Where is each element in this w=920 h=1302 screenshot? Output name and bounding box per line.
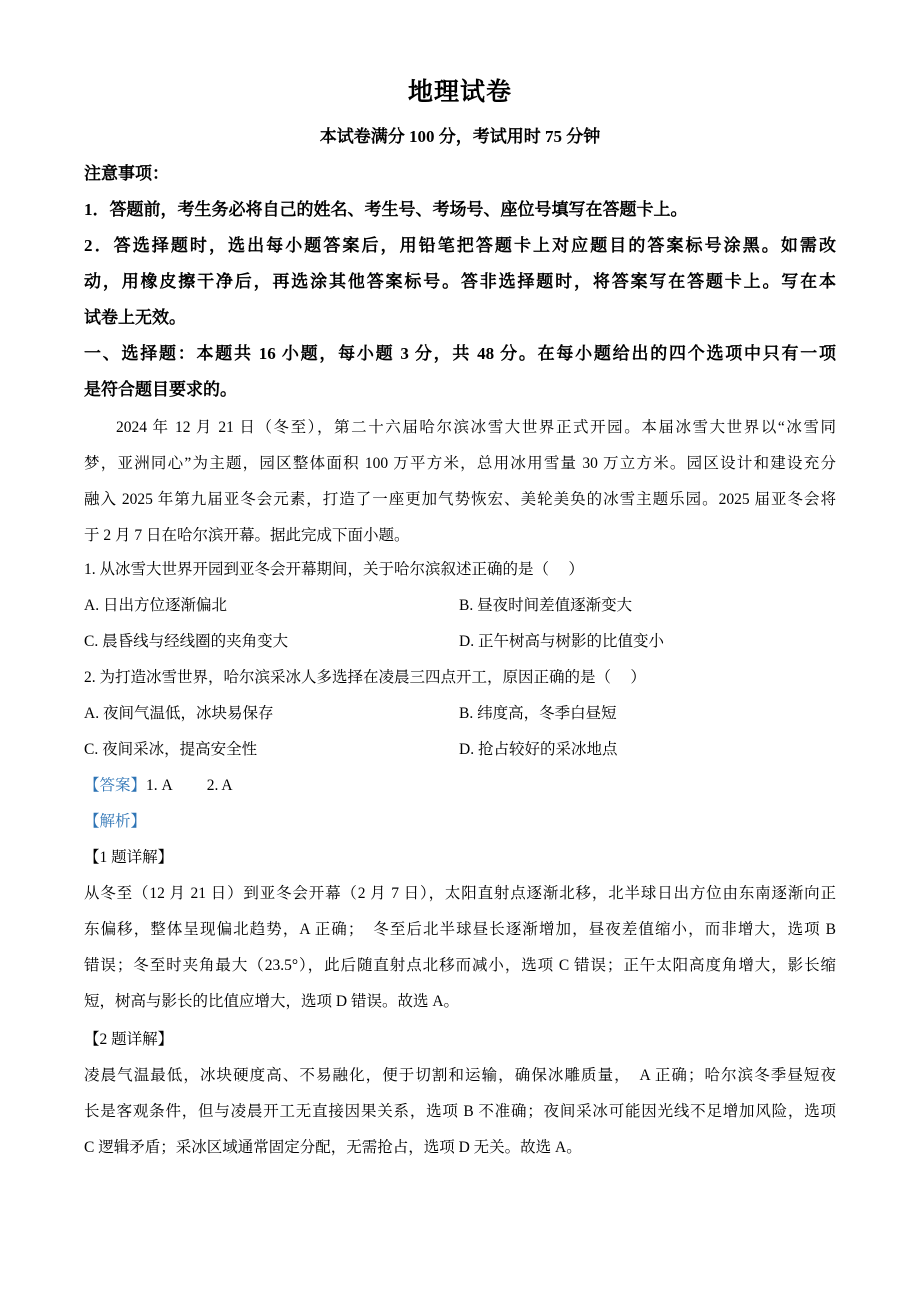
q1-analysis-line-3: 错误；冬至时夹角最大（23.5°），此后随直射点北移而减小，选项 C 错误；正午太阳高度角增大，影长缩 <box>84 957 836 974</box>
question-1-option-a: A. 日出方位逐渐偏北 <box>84 597 227 614</box>
passage-line-4: 于 2 月 7 日在哈尔滨开幕。据此完成下面小题。 <box>84 527 410 544</box>
q1-analysis-line-4: 短，树高与影长的比值应增大，选项 D 错误。故选 A。 <box>84 993 460 1010</box>
note-item-2-line-3: 试卷上无效。 <box>84 308 186 327</box>
answer-item-2: 2. A <box>206 777 233 794</box>
q2-analysis-line-1: 凌晨气温最低，冰块硬度高、不易融化，便于切割和运输，确保冰雕质量， A 正确；哈尔滨冬季昼短夜 <box>84 1067 836 1084</box>
q1-analysis-heading: 【1 题详解】 <box>84 849 174 866</box>
question-1-options-row-1 <box>84 588 836 624</box>
question-1-option-b: B. 昼夜时间差值逐渐变大 <box>459 597 633 614</box>
question-2-option-a: A. 夜间气温低，冰块易保存 <box>84 705 274 722</box>
question-2-options-row-1 <box>84 696 836 732</box>
passage-line-1: 2024 年 12 月 21 日（冬至），第二十六届哈尔滨冰雪大世界正式开园。本届冰雪大世界以“冰雪同 <box>116 419 836 436</box>
note-item-2-line-2: 动，用橡皮擦干净后，再选涂其他答案标号。答非选择题时，将答案写在答题卡上。写在本 <box>84 272 836 291</box>
section-heading-line-2: 是符合题目要求的。 <box>84 380 237 399</box>
question-2-stem: 2. 为打造冰雪世界，哈尔滨采冰人多选择在凌晨三四点开工，原因正确的是（ ） <box>84 669 646 686</box>
section-heading-line-1: 一、选择题：本题共 16 小题，每小题 3 分，共 48 分。在每小题给出的四个选项中只有一项 <box>84 344 836 363</box>
note-item-2-line-1: 2．答选择题时，选出每小题答案后，用铅笔把答题卡上对应题目的答案标号涂黑。如需改 <box>84 236 836 255</box>
q2-analysis-line-3: C 逻辑矛盾；采冰区域通常固定分配，无需抢占，选项 D 无关。故选 A。 <box>84 1139 582 1156</box>
notes-heading: 注意事项： <box>84 164 169 183</box>
q1-analysis-line-2: 东偏移，整体呈现偏北趋势，A 正确； 冬至后北半球昼长逐渐增加，昼夜差值缩小，而非增大，选项 B <box>84 921 836 938</box>
question-1-stem: 1. 从冰雪大世界开园到亚冬会开幕期间，关于哈尔滨叙述正确的是（ ） <box>84 561 584 578</box>
q2-analysis-line-2: 长是客观条件，但与凌晨开工无直接因果关系，选项 B 不准确；夜间采冰可能因光线不足增加风险，选项 <box>84 1103 836 1120</box>
passage-line-3: 融入 2025 年第九届亚冬会元素，打造了一座更加气势恢宏、美轮美奂的冰雪主题乐园。2025 届亚冬会将 <box>84 491 836 508</box>
question-2-options-row-2 <box>84 732 836 768</box>
question-1-options-row-2 <box>84 624 836 660</box>
question-1-option-d: D. 正午树高与树影的比值变小 <box>459 633 664 650</box>
q1-analysis-line-1: 从冬至（12 月 21 日）到亚冬会开幕（2 月 7 日），太阳直射点逐渐北移，北半球日出方位由东南逐渐向正 <box>84 885 836 902</box>
exam-info: 本试卷满分 100 分，考试用时 75 分钟 <box>319 127 601 146</box>
answer-label: 【答案】 <box>84 777 147 794</box>
analysis-label: 【解析】 <box>84 813 147 830</box>
answer-line <box>84 768 836 804</box>
question-2-option-b: B. 纬度高，冬季白昼短 <box>459 705 617 722</box>
question-2-option-d: D. 抢占较好的采冰地点 <box>459 741 618 758</box>
passage-line-2: 梦，亚洲同心”为主题，园区整体面积 100 万平方米，总用冰用雪量 30 万立方米。园区设计和建设充分 <box>84 455 836 472</box>
question-2-option-c: C. 夜间采冰，提高安全性 <box>84 741 258 758</box>
note-item-1: 1．答题前，考生务必将自己的姓名、考生号、考场号、座位号填写在答题卡上。 <box>84 200 688 219</box>
answer-item-1: 1. A <box>146 777 173 794</box>
page-title: 地理试卷 <box>407 77 512 106</box>
q2-analysis-heading: 【2 题详解】 <box>84 1031 174 1048</box>
question-1-option-c: C. 晨昏线与经线圈的夹角变大 <box>84 633 289 650</box>
